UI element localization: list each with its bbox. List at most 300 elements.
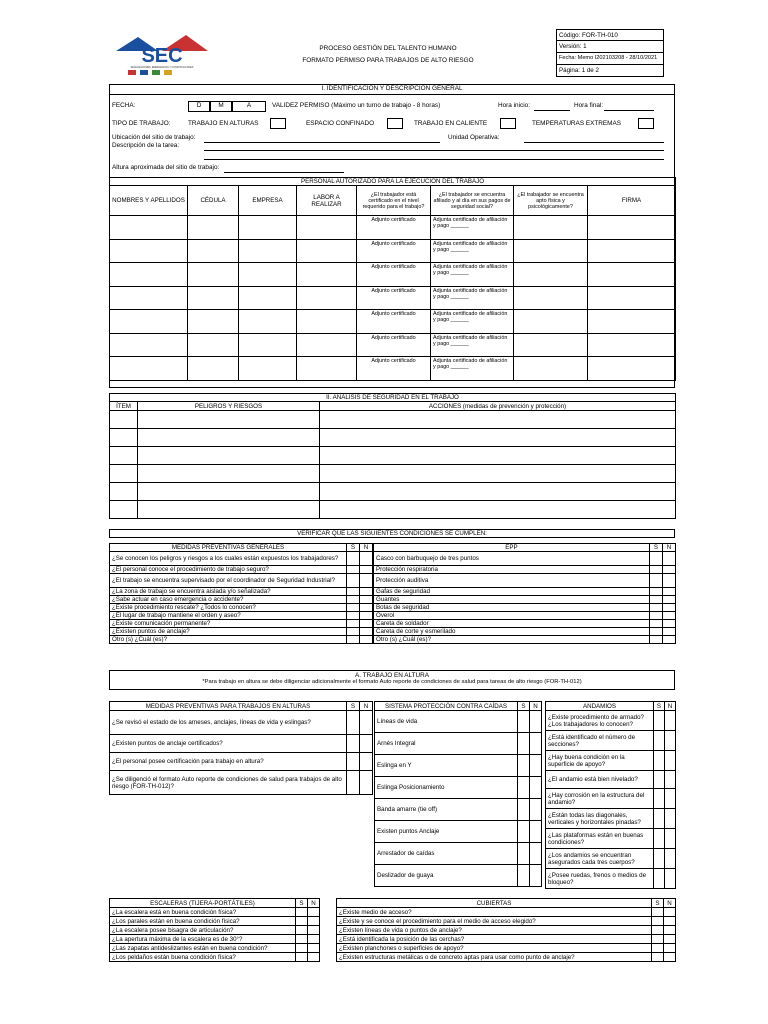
medidas-generales-title: MEDIDAS PREVENTIVAS GENERALES (110, 544, 347, 552)
n-checkbox[interactable] (663, 612, 676, 620)
s-checkbox[interactable] (654, 829, 665, 849)
apto-cell[interactable] (514, 286, 588, 310)
col-firma: FIRMA (588, 186, 676, 216)
n-checkbox[interactable] (663, 566, 676, 574)
labor-cell[interactable] (297, 286, 357, 310)
empresa-cell[interactable] (239, 216, 297, 240)
sistema-row-label: Banda amarre (tie off) (375, 799, 518, 821)
medida-general-row-label: ¿Existen puntos de anclaje? (110, 628, 347, 636)
peligros-cell[interactable] (138, 501, 320, 519)
s-checkbox[interactable] (518, 777, 530, 799)
afiliado-cell[interactable]: Adjunta certificado de afiliación y pago ______ (431, 310, 514, 334)
andamio-row (546, 771, 676, 789)
cedula-cell[interactable] (188, 357, 239, 381)
medida-general-row (110, 566, 373, 574)
s-checkbox[interactable] (654, 711, 665, 731)
s-checkbox[interactable] (652, 917, 664, 926)
unidad-label: Unidad Operativa: (448, 134, 500, 141)
item-cell[interactable] (110, 411, 138, 429)
epp-row-label: Overol (374, 612, 650, 620)
medida-general-row-label: ¿Existe procedimiento rescate? ¿Todos lo conocen? (110, 604, 347, 612)
medida-general-row-label: ¿El personal conoce el procedimiento de trabajo seguro? (110, 566, 347, 574)
peligros-cell[interactable] (138, 429, 320, 447)
cubierta-row-label: ¿Está identificada la posición de las cerchas? (337, 935, 652, 944)
certificado-cell[interactable]: Adjunto certificado (357, 239, 431, 263)
apto-cell[interactable] (514, 333, 588, 357)
s-checkbox[interactable] (654, 771, 665, 789)
firma-cell[interactable] (588, 357, 676, 381)
n-checkbox[interactable] (530, 733, 542, 755)
fecha-month[interactable]: M (210, 101, 232, 112)
n-checkbox[interactable] (360, 612, 373, 620)
company-logo (108, 29, 216, 77)
n-checkbox[interactable] (665, 809, 676, 829)
s-checkbox[interactable] (347, 628, 360, 636)
col-s: S (296, 899, 308, 908)
n-checkbox[interactable] (308, 908, 320, 917)
apto-cell[interactable] (514, 239, 588, 263)
nombre-cell[interactable] (110, 357, 188, 381)
sistema-row (375, 711, 542, 733)
medida-altura-row-label: ¿Se revisó el estado de los arneses, anclajes, líneas de vida y eslingas? (110, 711, 347, 735)
item-cell[interactable] (110, 483, 138, 501)
n-checkbox[interactable] (360, 735, 373, 753)
escalera-row-label: ¿La apertura máxima de la escalera es de 30°? (110, 935, 296, 944)
cedula-cell[interactable] (188, 239, 239, 263)
n-checkbox[interactable] (530, 777, 542, 799)
n-checkbox[interactable] (663, 574, 676, 588)
n-checkbox[interactable] (665, 751, 676, 771)
n-checkbox[interactable] (665, 849, 676, 869)
sistema-row-label: Existen puntos Anclaje (375, 821, 518, 843)
escalera-row-label: ¿Los peldaños están buena condición física? (110, 953, 296, 962)
cedula-cell[interactable] (188, 310, 239, 334)
apto-cell[interactable] (514, 357, 588, 381)
sistema-row-label: Deslizador de guaya (375, 865, 518, 887)
s-checkbox[interactable] (650, 636, 663, 644)
certificado-cell[interactable]: Adjunto certificado (357, 263, 431, 287)
apto-cell[interactable] (514, 216, 588, 240)
andamio-row (546, 751, 676, 771)
epp-row (374, 552, 676, 566)
col-s: S (652, 899, 664, 908)
cedula-cell[interactable] (188, 263, 239, 287)
certificado-cell[interactable]: Adjunto certificado (357, 310, 431, 334)
personal-row (110, 263, 676, 287)
fecha-year[interactable]: A (232, 101, 266, 112)
s-checkbox[interactable] (518, 843, 530, 865)
sistema-title: SISTEMA PROTECCIÓN CONTRA CAÍDAS (375, 702, 518, 711)
sistema-row-label: Arrestador de caídas (375, 843, 518, 865)
s-checkbox[interactable] (347, 753, 360, 771)
col-s: S (347, 544, 360, 552)
n-checkbox[interactable] (665, 711, 676, 731)
item-cell[interactable] (110, 447, 138, 465)
n-checkbox[interactable] (360, 566, 373, 574)
n-checkbox[interactable] (665, 829, 676, 849)
col-n: N (360, 702, 373, 711)
cubierta-row-label: ¿Existe y se conoce el procedimiento para el medio de acceso elegido? (337, 917, 652, 926)
epp-row (374, 612, 676, 620)
apto-cell[interactable] (514, 263, 588, 287)
escalera-row-label: ¿La escalera posee bisagra de articulación? (110, 926, 296, 935)
n-checkbox[interactable] (664, 926, 676, 935)
afiliado-cell[interactable]: Adjunta certificado de afiliación y pago ______ (431, 239, 514, 263)
hora-final-label: Hora final: (574, 102, 604, 109)
s-checkbox[interactable] (347, 596, 360, 604)
labor-cell[interactable] (297, 357, 357, 381)
s-checkbox[interactable] (296, 917, 308, 926)
medida-general-row-label: ¿Se conocen los peligros y riesgos a los cuales están expuestos los trabajadores? (110, 552, 347, 566)
labor-cell[interactable] (297, 239, 357, 263)
s-checkbox[interactable] (296, 953, 308, 962)
n-checkbox[interactable] (530, 843, 542, 865)
escalera-row (110, 917, 320, 926)
escalera-row (110, 935, 320, 944)
n-checkbox[interactable] (663, 636, 676, 644)
andamio-row (546, 869, 676, 889)
n-checkbox[interactable] (664, 944, 676, 953)
tipo-temperaturas-label: TEMPERATURAS EXTREMAS (532, 120, 622, 127)
n-checkbox[interactable] (360, 620, 373, 628)
hora-inicio-field[interactable] (534, 102, 570, 111)
n-checkbox[interactable] (665, 731, 676, 751)
n-checkbox[interactable] (665, 869, 676, 889)
n-checkbox[interactable] (663, 604, 676, 612)
acciones-cell[interactable] (320, 501, 676, 519)
s-checkbox[interactable] (652, 926, 664, 935)
s-checkbox[interactable] (652, 953, 664, 962)
cedula-cell[interactable] (188, 216, 239, 240)
personal-row (110, 333, 676, 357)
apto-cell[interactable] (514, 310, 588, 334)
s-checkbox[interactable] (654, 731, 665, 751)
n-checkbox[interactable] (663, 620, 676, 628)
col-n: N (308, 899, 320, 908)
s-checkbox[interactable] (650, 588, 663, 596)
epp-row-label: Protección auditiva (374, 574, 650, 588)
s-checkbox[interactable] (650, 552, 663, 566)
alturas-title: A. TRABAJO EN ALTURA (355, 672, 429, 679)
n-checkbox[interactable] (360, 628, 373, 636)
medida-general-row-label: ¿Existe comunicación permanente? (110, 620, 347, 628)
medida-altura-row (110, 753, 373, 771)
peligros-cell[interactable] (138, 447, 320, 465)
epp-row-label: Protección respiratoria (374, 566, 650, 574)
peligros-cell[interactable] (138, 411, 320, 429)
medida-general-row (110, 588, 373, 596)
s-checkbox[interactable] (650, 566, 663, 574)
document-control-table (556, 29, 664, 77)
col-certificado: ¿El trabajador está certificado en el nivel requerido para el trabajo? (357, 186, 431, 216)
andamio-row (546, 829, 676, 849)
n-checkbox[interactable] (664, 953, 676, 962)
labor-cell[interactable] (297, 333, 357, 357)
andamio-row-label: ¿Las plataformas están en buenas condiciones? (546, 829, 654, 849)
firma-cell[interactable] (588, 216, 676, 240)
logo-text: SEC (141, 45, 183, 67)
acciones-cell[interactable] (320, 411, 676, 429)
certificado-cell[interactable]: Adjunto certificado (357, 333, 431, 357)
tipo-caliente-label: TRABAJO EN CALIENTE (414, 120, 488, 127)
nombre-cell[interactable] (110, 286, 188, 310)
n-checkbox[interactable] (360, 771, 373, 795)
cubierta-row (337, 953, 676, 962)
cubierta-row (337, 926, 676, 935)
medida-general-row (110, 574, 373, 588)
s-checkbox[interactable] (654, 809, 665, 829)
empresa-cell[interactable] (239, 310, 297, 334)
process-title: PROCESO GESTIÓN DEL TALENTO HUMANO (319, 45, 457, 52)
s-checkbox[interactable] (652, 944, 664, 953)
cedula-cell[interactable] (188, 286, 239, 310)
descripcion-field-2[interactable] (204, 151, 664, 160)
s-checkbox[interactable] (347, 566, 360, 574)
n-checkbox[interactable] (530, 755, 542, 777)
cubierta-row-label: ¿Existe medio de acceso? (337, 908, 652, 917)
item-cell[interactable] (110, 501, 138, 519)
n-checkbox[interactable] (308, 944, 320, 953)
s-checkbox[interactable] (296, 935, 308, 944)
medida-altura-row-label: ¿Existen puntos de anclaje certificados? (110, 735, 347, 753)
nombre-cell[interactable] (110, 333, 188, 357)
epp-row (374, 604, 676, 612)
logo-subtext: SEÑALIZACIONES, EMERGENCIAS Y CONSTRUCCIONES (130, 67, 194, 69)
n-checkbox[interactable] (360, 753, 373, 771)
s-checkbox[interactable] (518, 755, 530, 777)
n-checkbox[interactable] (530, 711, 542, 733)
n-checkbox[interactable] (360, 604, 373, 612)
escalera-row (110, 944, 320, 953)
n-checkbox[interactable] (360, 574, 373, 588)
cubiertas-title: CUBIERTAS (337, 899, 652, 908)
alturas-medidas-title: MEDIDAS PREVENTIVAS PARA TRABAJOS EN ALTURAS (110, 702, 347, 711)
sistema-row-label: Eslinga en Y (375, 755, 518, 777)
cedula-cell[interactable] (188, 333, 239, 357)
n-checkbox[interactable] (308, 926, 320, 935)
andamio-row (546, 789, 676, 809)
s-checkbox[interactable] (347, 735, 360, 753)
s-checkbox[interactable] (518, 799, 530, 821)
personal-row (110, 310, 676, 334)
n-checkbox[interactable] (663, 588, 676, 596)
tipo-confinado-checkbox[interactable] (387, 118, 403, 129)
afiliado-cell[interactable]: Adjunta certificado de afiliación y pago ______ (431, 216, 514, 240)
item-cell[interactable] (110, 429, 138, 447)
firma-cell[interactable] (588, 333, 676, 357)
andamio-row (546, 711, 676, 731)
s-checkbox[interactable] (518, 733, 530, 755)
s-checkbox[interactable] (347, 604, 360, 612)
firma-cell[interactable] (588, 310, 676, 334)
alturas-note: *Para trabajo en altura se debe diligenciar adicionalmente el formato Auto reporte de condiciones de salud para tareas de alto riesgo (FOR-TH-012) (202, 679, 582, 685)
col-afiliado: ¿El trabajador se encuentra afiliado y al día en sus pagos de seguridad social? (431, 186, 514, 216)
s-checkbox[interactable] (650, 596, 663, 604)
s-checkbox[interactable] (347, 771, 360, 795)
labor-cell[interactable] (297, 310, 357, 334)
col-s: S (650, 544, 663, 552)
s-checkbox[interactable] (296, 908, 308, 917)
s-checkbox[interactable] (518, 821, 530, 843)
n-checkbox[interactable] (308, 953, 320, 962)
s-checkbox[interactable] (347, 552, 360, 566)
ubicacion-label: Ubicación del sitio de trabajo: (112, 134, 196, 141)
col-s: S (347, 702, 360, 711)
analisis-row (110, 483, 676, 501)
n-checkbox[interactable] (664, 917, 676, 926)
n-checkbox[interactable] (360, 552, 373, 566)
firma-cell[interactable] (588, 239, 676, 263)
medidas-generales-table (109, 543, 373, 644)
afiliado-cell[interactable]: Adjunta certificado de afiliación y pago ______ (431, 333, 514, 357)
epp-row-label: Botas de seguridad (374, 604, 650, 612)
s-checkbox[interactable] (650, 620, 663, 628)
certificado-cell[interactable]: Adjunto certificado (357, 357, 431, 381)
n-checkbox[interactable] (308, 935, 320, 944)
firma-cell[interactable] (588, 286, 676, 310)
cubierta-row-label: ¿Existen planchones o superficies de apoyo? (337, 944, 652, 953)
cubierta-row (337, 917, 676, 926)
n-checkbox[interactable] (663, 596, 676, 604)
empresa-cell[interactable] (239, 357, 297, 381)
s-checkbox[interactable] (650, 628, 663, 636)
certificado-cell[interactable]: Adjunto certificado (357, 286, 431, 310)
section2-title: II. ANÁLISIS DE SEGURIDAD EN EL TRABAJO (110, 394, 676, 402)
cubierta-row (337, 944, 676, 953)
sistema-row (375, 755, 542, 777)
n-checkbox[interactable] (308, 917, 320, 926)
col-apto: ¿El trabajador se encuentra apto física y psicológicamente? (514, 186, 588, 216)
medida-altura-row-label: ¿Se diligenció el formato Auto reporte de condiciones de salud para trabajos de alto riesgo (FOR-TH-012)? (110, 771, 347, 795)
andamio-row-label: ¿Posee ruedas, frenos o medios de bloqueo? (546, 869, 654, 889)
hora-final-field[interactable] (604, 102, 654, 111)
n-checkbox[interactable] (664, 935, 676, 944)
col-n: N (665, 702, 676, 711)
item-cell[interactable] (110, 465, 138, 483)
n-checkbox[interactable] (360, 588, 373, 596)
tipo-caliente-checkbox[interactable] (500, 118, 516, 129)
empresa-cell[interactable] (239, 333, 297, 357)
peligros-cell[interactable] (138, 483, 320, 501)
s-checkbox[interactable] (347, 711, 360, 735)
empresa-cell[interactable] (239, 286, 297, 310)
labor-cell[interactable] (297, 263, 357, 287)
andamio-row (546, 809, 676, 829)
s-checkbox[interactable] (518, 711, 530, 733)
labor-cell[interactable] (297, 216, 357, 240)
analisis-row (110, 465, 676, 483)
s-checkbox[interactable] (347, 574, 360, 588)
fecha-day[interactable]: D (188, 101, 210, 112)
andamio-row-label: ¿Está identificado el número de secciones? (546, 731, 654, 751)
medida-altura-row (110, 771, 373, 795)
s-checkbox[interactable] (347, 636, 360, 644)
acciones-cell[interactable] (320, 483, 676, 501)
personal-title: PERSONAL AUTORIZADO PARA LA EJECUCIÓN DEL TRABAJO (110, 178, 676, 186)
n-checkbox[interactable] (360, 596, 373, 604)
tipo-temperaturas-checkbox[interactable] (638, 118, 654, 129)
n-checkbox[interactable] (665, 789, 676, 809)
andamio-row-label: ¿Hay buena condición en la superficie de apoyo? (546, 751, 654, 771)
certificado-cell[interactable]: Adjunto certificado (357, 216, 431, 240)
s-checkbox[interactable] (650, 604, 663, 612)
empresa-cell[interactable] (239, 263, 297, 287)
epp-row (374, 566, 676, 574)
sistema-row (375, 821, 542, 843)
tipo-alturas-checkbox[interactable] (270, 118, 286, 129)
personal-table (109, 177, 676, 381)
s-checkbox[interactable] (654, 751, 665, 771)
s-checkbox[interactable] (296, 926, 308, 935)
s-checkbox[interactable] (518, 865, 530, 887)
s-checkbox[interactable] (654, 789, 665, 809)
acciones-cell[interactable] (320, 429, 676, 447)
analisis-row (110, 447, 676, 465)
s-checkbox[interactable] (654, 849, 665, 869)
epp-row (374, 574, 676, 588)
validez-label: VALIDEZ PERMISO (Máximo un turno de trabajo - 8 horas) (272, 102, 441, 109)
medida-general-row (110, 628, 373, 636)
s-checkbox[interactable] (347, 620, 360, 628)
altura-field[interactable] (224, 164, 344, 173)
col-s: S (654, 702, 665, 711)
personal-row (110, 239, 676, 263)
n-checkbox[interactable] (530, 865, 542, 887)
nombre-cell[interactable] (110, 263, 188, 287)
sistema-row (375, 733, 542, 755)
n-checkbox[interactable] (664, 908, 676, 917)
s-checkbox[interactable] (296, 944, 308, 953)
acciones-cell[interactable] (320, 465, 676, 483)
s-checkbox[interactable] (347, 588, 360, 596)
epp-title: EPP (374, 544, 650, 552)
nombre-cell[interactable] (110, 239, 188, 263)
col-item: ÍTEM (110, 402, 138, 411)
empresa-cell[interactable] (239, 239, 297, 263)
s-checkbox[interactable] (650, 612, 663, 620)
n-checkbox[interactable] (360, 636, 373, 644)
s-checkbox[interactable] (650, 574, 663, 588)
s-checkbox[interactable] (652, 935, 664, 944)
afiliado-cell[interactable]: Adjunta certificado de afiliación y pago ______ (431, 286, 514, 310)
s-checkbox[interactable] (652, 908, 664, 917)
n-checkbox[interactable] (360, 711, 373, 735)
escalera-row-label: ¿La escalera está en buena condición física? (110, 908, 296, 917)
n-checkbox[interactable] (530, 821, 542, 843)
alturas-header (109, 670, 675, 690)
peligros-cell[interactable] (138, 465, 320, 483)
s-checkbox[interactable] (347, 612, 360, 620)
medida-general-row (110, 636, 373, 644)
firma-cell[interactable] (588, 263, 676, 287)
n-checkbox[interactable] (663, 552, 676, 566)
medida-general-row (110, 596, 373, 604)
nombre-cell[interactable] (110, 310, 188, 334)
s-checkbox[interactable] (654, 869, 665, 889)
n-checkbox[interactable] (530, 799, 542, 821)
nombre-cell[interactable] (110, 216, 188, 240)
n-checkbox[interactable] (663, 628, 676, 636)
afiliado-cell[interactable]: Adjunta certificado de afiliación y pago ______ (431, 357, 514, 381)
col-nombres: NOMBRES Y APELLIDOS (110, 186, 188, 216)
descripcion-field-1[interactable] (204, 142, 664, 151)
acciones-cell[interactable] (320, 447, 676, 465)
epp-row-label: Guantes (374, 596, 650, 604)
afiliado-cell[interactable]: Adjunta certificado de afiliación y pago ______ (431, 263, 514, 287)
andamios-title: ANDAMIOS (546, 702, 654, 711)
n-checkbox[interactable] (665, 771, 676, 789)
andamio-row-label: ¿Están todas las diagonales, verticales y horizontales pinadas? (546, 809, 654, 829)
